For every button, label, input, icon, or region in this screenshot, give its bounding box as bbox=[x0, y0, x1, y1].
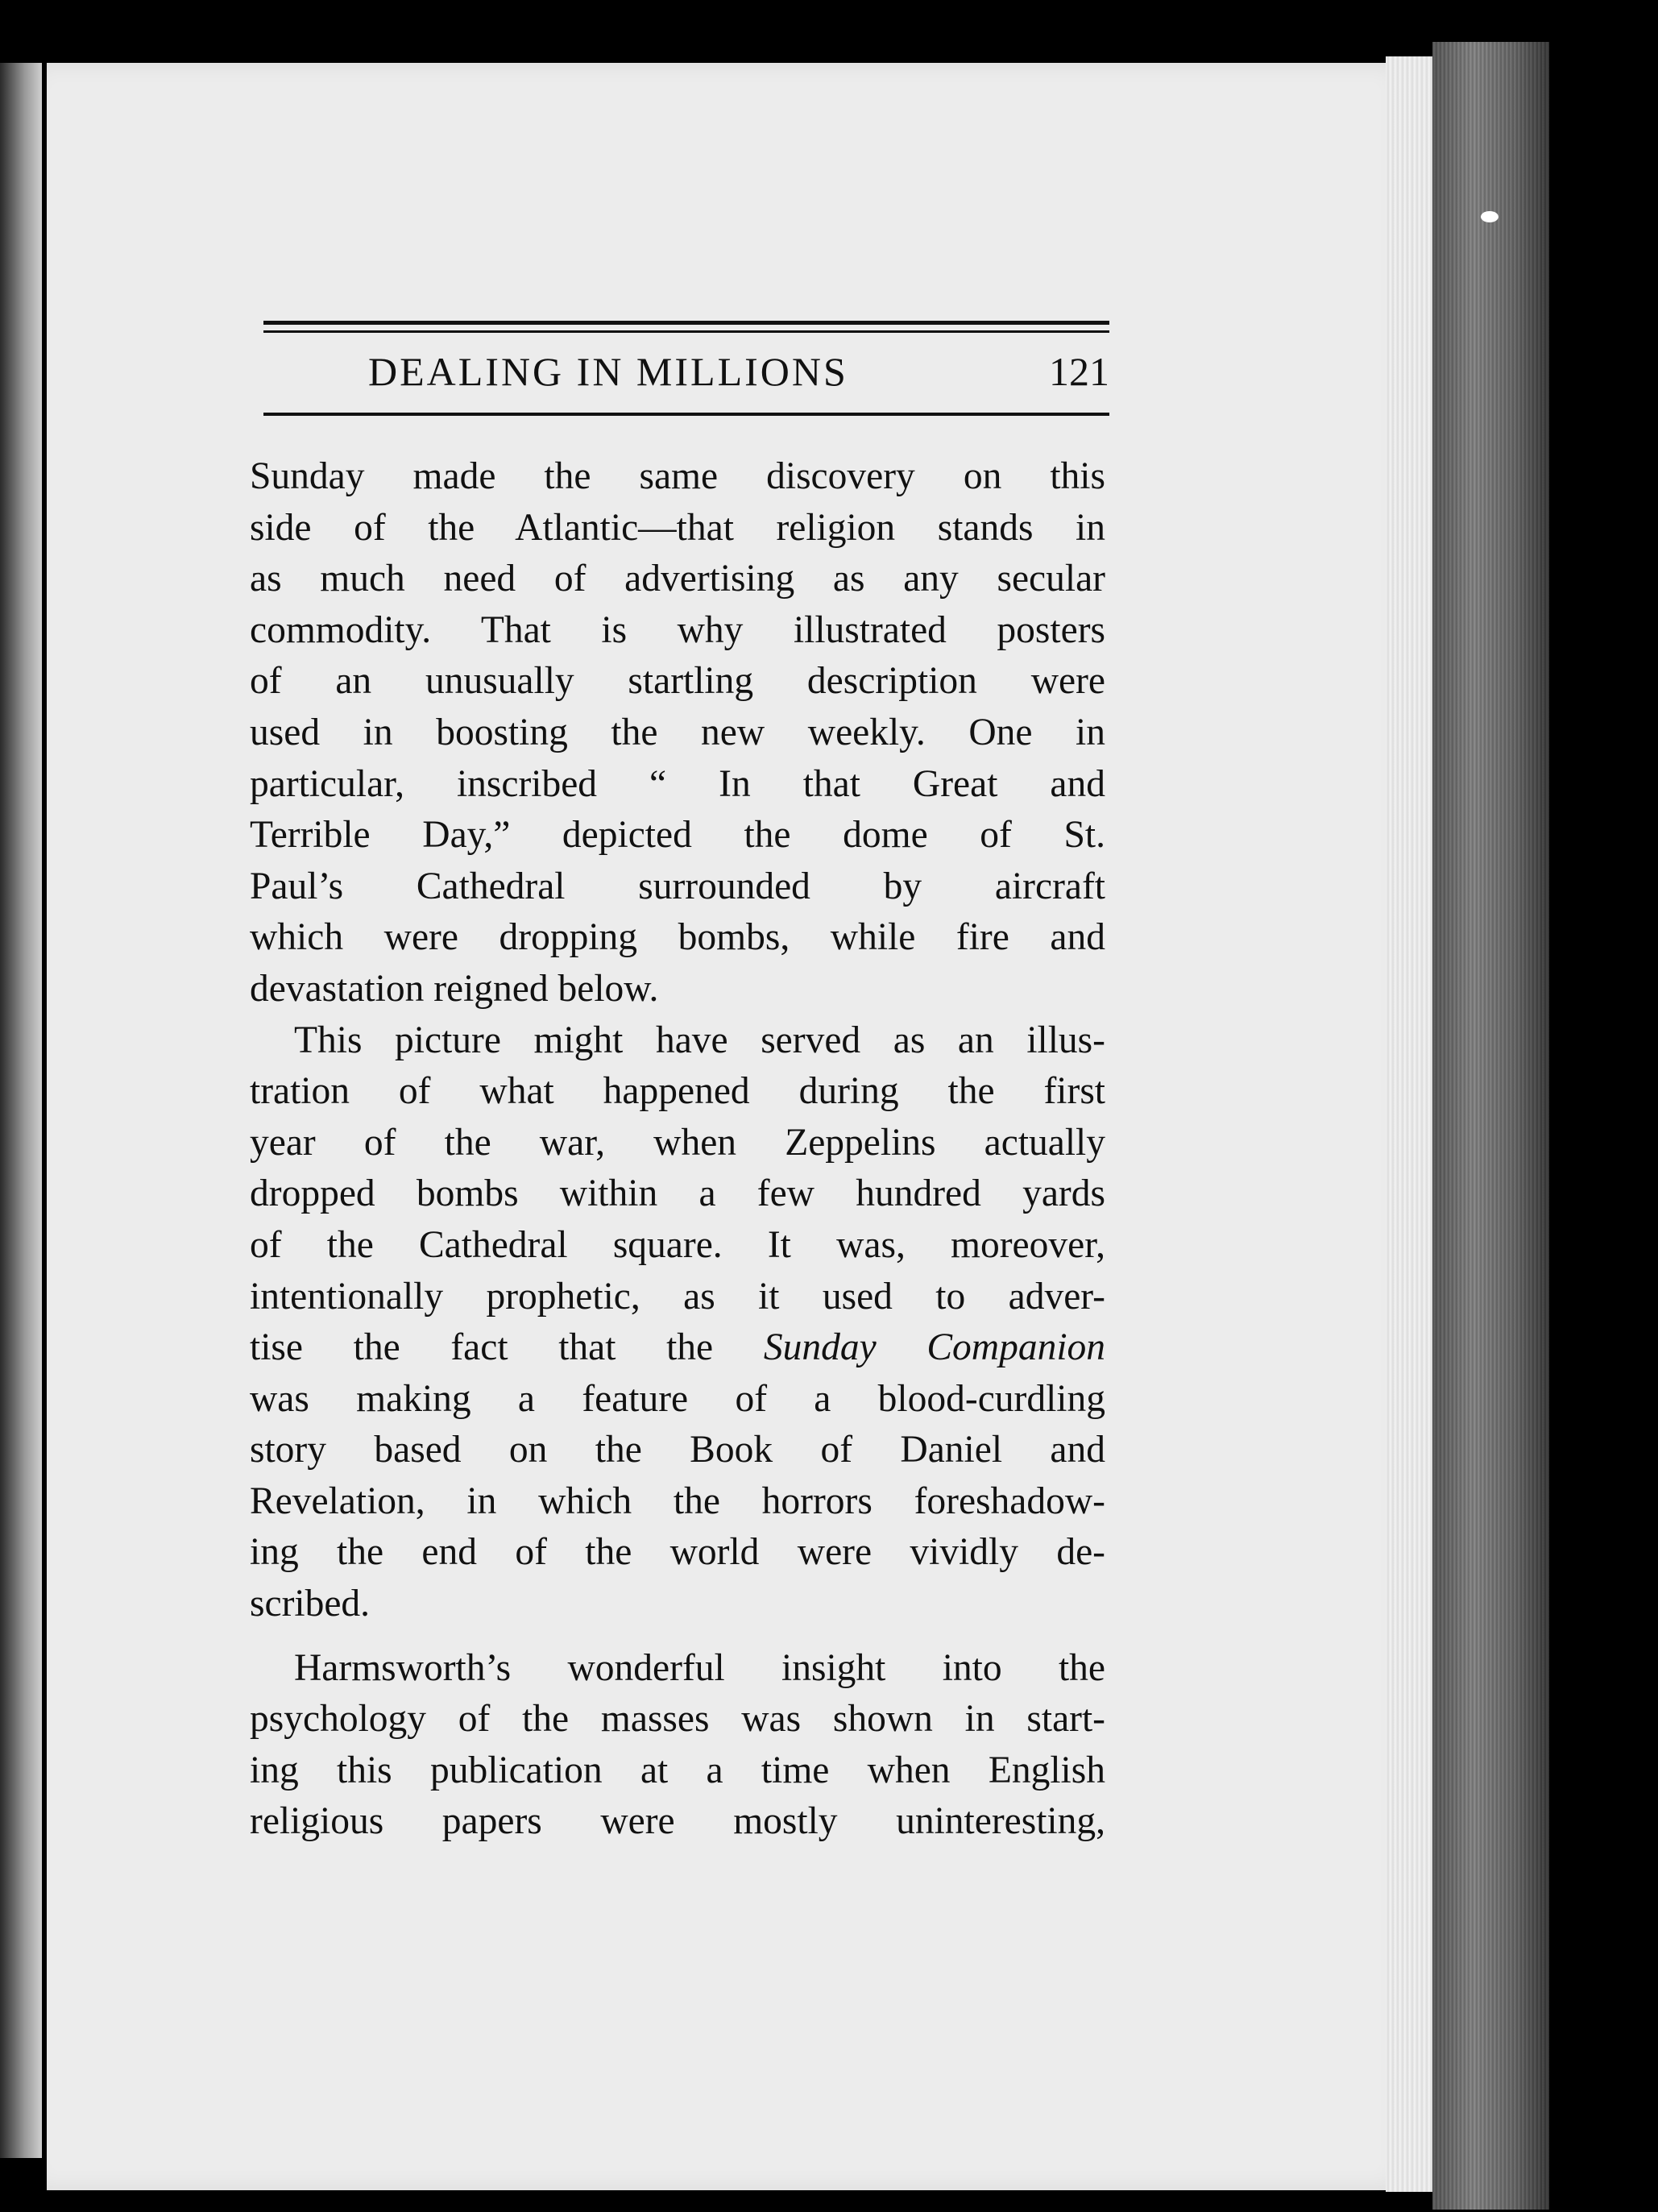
text-line: Sunday made the same discovery on this bbox=[250, 455, 1105, 497]
page-block-edge bbox=[1386, 56, 1434, 2192]
text-line: Harmsworth’s wonderful insight into the bbox=[294, 1646, 1105, 1689]
text-line: devastation reigned below. bbox=[250, 967, 659, 1010]
text-line: particular, inscribed “ In that Great and bbox=[250, 762, 1105, 805]
book-spine bbox=[1432, 42, 1549, 2210]
text-line: tration of what happened during the first bbox=[250, 1070, 1105, 1113]
spine-wear-mark bbox=[1481, 211, 1498, 222]
text-line: ing the end of the world were vividly de- bbox=[250, 1531, 1105, 1574]
text-line: This picture might have served as an illus- bbox=[294, 1019, 1105, 1061]
text-line: as much need of advertising as any secular bbox=[250, 558, 1105, 600]
text-line: scribed. bbox=[250, 1583, 371, 1625]
header-rule-upper-thin bbox=[263, 330, 1109, 333]
text-line-with-title bbox=[250, 1322, 1105, 1374]
running-head bbox=[263, 348, 1109, 405]
text-line: Revelation, in which the horrors foreshadow- bbox=[250, 1480, 1105, 1522]
text-line: of an unusually startling description were bbox=[250, 660, 1105, 703]
body-text bbox=[250, 451, 1105, 1848]
text-line: of the Cathedral square. It was, moreover, bbox=[250, 1223, 1105, 1266]
header-rule-upper bbox=[263, 321, 1109, 325]
text-line: story based on the Book of Daniel and bbox=[250, 1429, 1105, 1471]
text-line: dropped bombs within a few hundred yards bbox=[250, 1172, 1105, 1215]
paragraph bbox=[250, 1643, 1105, 1848]
text-line: was making a feature of a blood-curdling bbox=[250, 1377, 1105, 1420]
publication-title: Sunday Companion bbox=[763, 1326, 1106, 1369]
text-line: psychology of the masses was shown in start- bbox=[250, 1698, 1105, 1741]
page-number: 121 bbox=[1049, 349, 1109, 394]
text-fragment: tise the fact that the bbox=[250, 1326, 714, 1369]
text-line: ing this publication at a time when English bbox=[250, 1749, 1105, 1791]
text-line: Terrible Day,” depicted the dome of St. bbox=[250, 814, 1105, 857]
header-rule-lower bbox=[263, 413, 1109, 416]
text-line: year of the war, when Zeppelins actually bbox=[250, 1121, 1105, 1164]
text-line: side of the Atlantic—that religion stands in bbox=[250, 506, 1105, 549]
text-line: intentionally prophetic, as it used to adver- bbox=[250, 1275, 1105, 1318]
paragraph-gap bbox=[250, 1630, 1105, 1643]
paragraph bbox=[250, 1015, 1105, 1630]
running-title: DEALING IN MILLIONS bbox=[368, 349, 848, 394]
text-line: used in boosting the new weekly. One in bbox=[250, 711, 1105, 753]
paragraph bbox=[250, 451, 1105, 1015]
text-line: which were dropping bombs, while fire and bbox=[250, 916, 1105, 959]
text-line: religious papers were mostly uninteresting, bbox=[250, 1800, 1105, 1843]
text-line: Paul’s Cathedral surrounded by aircraft bbox=[250, 865, 1105, 907]
text-line: commodity. That is why illustrated posters bbox=[250, 608, 1105, 651]
facing-page-edge bbox=[0, 63, 42, 2158]
